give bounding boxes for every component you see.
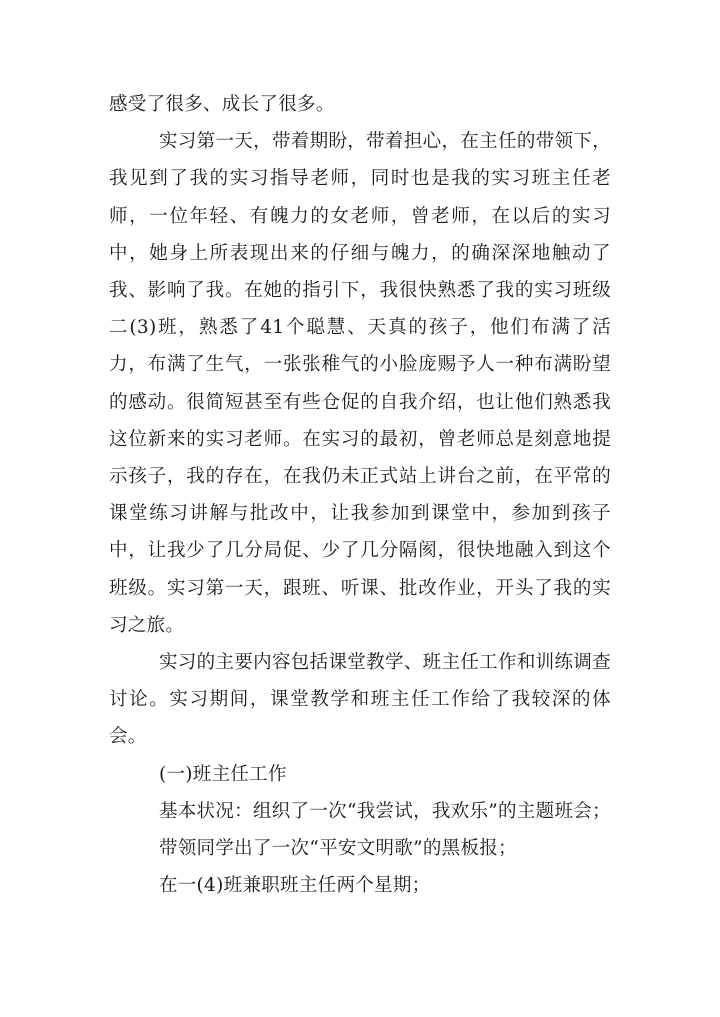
paragraph-first-day: 实习第一天，带着期盼，带着担心，在主任的带领下，我见到了我的实习指导老师，同时也是我的实习班主任老师，一位年轻、有魄力的女老师，曾老师，在以后的实习中，她身上所表现出来的仔细与魄力，的确深深地触动了我、影响了我。在她的指引下，我很快熟悉了我的实习班级二(3)班，熟悉了41个聪慧、天真的孩子，他们布满了活力，布满了生气，一张张稚气的小脸庞赐予人一种布满盼望的感动。很简短甚至有些仓促的自我介绍，也让他们熟悉我这位新来的实习老师。在实习的最初，曾老师总是刻意地提示孩子，我的存在，在我仍未正式站上讲台之前，在平常的课堂练习讲解与批改中，让我参加到课堂中，参加到孩子中，让我少了几分局促、少了几分隔阂，很快地融入到这个班级。实习第一天，跟班、听课、批改作业，开头了我的实习之旅。 (109, 131, 611, 636)
section-heading-class-teacher-work: (一)班主任工作 (158, 763, 287, 785)
paragraph-part-time-teacher: 在一(4)班兼职班主任两个星期； (158, 875, 431, 897)
paragraph-main-content: 实习的主要内容包括课堂教学、班主任工作和训练调查讨论。实习期间，课堂教学和班主任工作给了我较深的体会。 (109, 652, 611, 748)
paragraph-continuation: 感受了很多、成长了很多。 (109, 94, 335, 115)
paragraph-blackboard-report: 带领同学出了一次“平安文明歌”的黑板报； (158, 838, 517, 860)
paragraph-basic-status: 基本状况：组织了一次“我尝试，我欢乐”的主题班会； (158, 800, 611, 822)
document-page (109, 86, 611, 904)
